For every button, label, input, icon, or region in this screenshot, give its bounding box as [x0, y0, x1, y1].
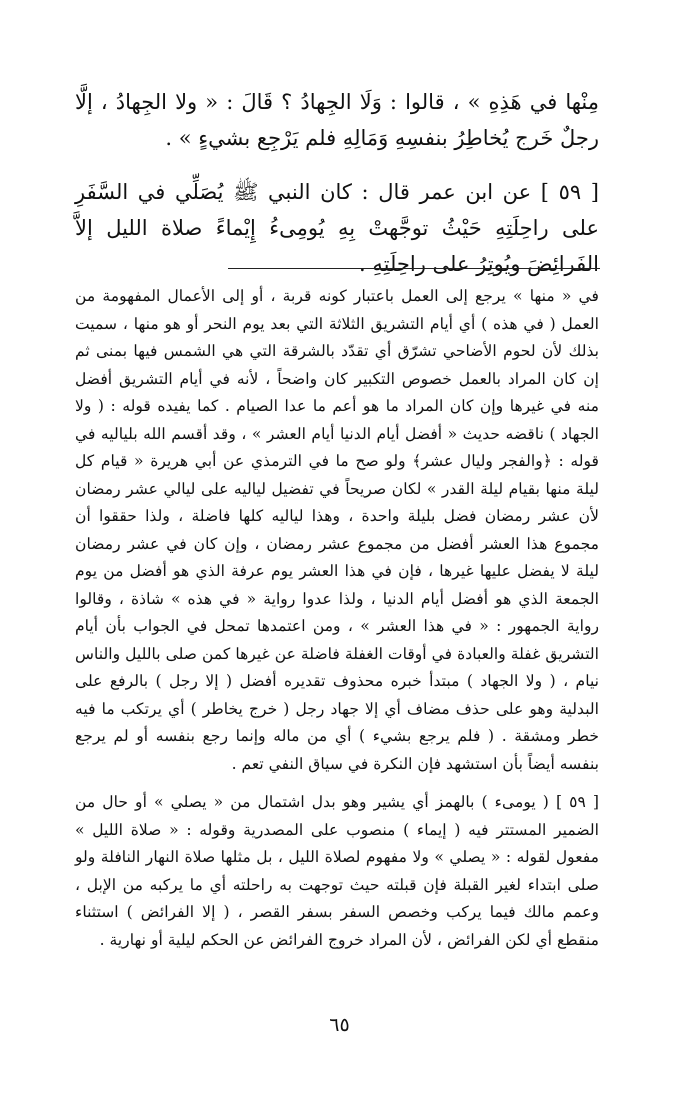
main-text [75, 84, 599, 282]
hadith-59: [ ٥٩ ] عن ابن عمر قال : كان النبي ﷺ يُصَلِّي في السَّفَرِ على راحِلَتِهِ حَيْثُ توجَّهتْ بِهِ يُومِىءُ إِيْماءً صلاة الليل إلاَّ الفَرائِضَ ويُوتِرُ على راحِلَتِهِ . [75, 180, 599, 276]
page-number: ٦٥ [329, 1014, 350, 1036]
commentary [75, 283, 599, 954]
commentary-note-59: [ ٥٩ ] ( يومىء ) بالهمز أي يشير وهو بدل اشتمال من « يصلي » أو حال من الضمير المستتر فيه ( إيماء ) منصوب على المصدرية وقوله : « صلاة الليل » مفعول لقوله : « يصلي » ولا مفهوم لصلاة الليل ، بل مثلها صلاة النهار النافلة ولو صلى ابتداء لغير القبلة فإن قبلته حيث توجهت به راحلته أي ما يركبه من الإبل ، وعمم مالك فيما يركب وخصص السفر بسفر القصر ، ( إلا الفرائض ) استثناء منقطع أي لكن الفرائض ، لأن المراد خروج الفرائض عن الحكم ليلية أو نهارية . [75, 793, 600, 949]
footnote-divider [228, 268, 600, 269]
hadith-58-ending: مِنْها في هَذِهِ » ، قالوا : وَلَا الجِهادُ ؟ قَالَ : « ولا الجِهادُ ، إلَّا رجلٌ خَرج يُخاطِرُ بنفسِهِ وَمَالِهِ فلم يَرْجِع بشيءٍ » . [75, 90, 599, 150]
commentary-note-58: في « منها » يرجع إلى العمل باعتبار كونه قربة ، أو إلى الأعمال المفهومة من العمل ( في هذه ) أي أيام التشريق الثلاثة التي بعد يوم النحر أو هو منها ، سميت بذلك لأن لحوم الأضاحي تشرّق أي تقدّد بالشرقة التي هي الشمس فيها بمنى ثم إن كان المراد بالعمل خصوص التكبير كان واضحاً ، لأنه في أيام التشريق أفضل منه في غيرها وإن كان المراد ما هو أعم ما عدا الصيام . كما يفيده قوله : ( ولا الجهاد ) ناقضه حديث « أفضل أيام الدنيا أيام العشر » ، وقد أقسم الله بلياليه في قوله : ﴿والفجر وليال عشر﴾ ولو صح ما في الترمذي عن أبي هريرة « قيام كل ليلة منها بقيام ليلة القدر » لكان صريحاً في تفضيل لياليه على ليالي عشر رمضان لأن عشر رمضان فضل بليلة واحدة ، وهذا لياليه كلها فاضلة ، ولذا حققوا أن مجموع هذا العشر أفضل من مجموع عشر رمضان ، وإن كان في عشر رمضان ليلة لا يفضل عليها غيرها ، فإن في هذا العشر يوم عرفة الذي هو أفضل من يوم الجمعة الذي هو أفضل أيام الدنيا ، ولذا عدوا رواية « في هذه » شاذة ، وقالوا رواية الجمهور : « في هذا العشر » ، ومن اعتمدها تمحل في الجواب بأن أيام التشريق غفلة والعبادة في أوقات الغفلة فاضلة عن غيرها كمن صلى بالليل والناس نيام ، ( ولا الجهاد ) مبتدأ خبره محذوف تقديره أفضل ( إلا رجل ) بالرفع على البدلية وهو على حذف مضاف أي إلا جهاد رجل ( خرج يخاطر ) أي يرتكب ما فيه خطر ومشقة . ( فلم يرجع بشيء ) أي من ماله وإنما رجع بنفسه أو لم يرجع بنفسه أيضاً بأن استشهد فإن النكرة في سياق النفي تعم . [75, 287, 599, 773]
